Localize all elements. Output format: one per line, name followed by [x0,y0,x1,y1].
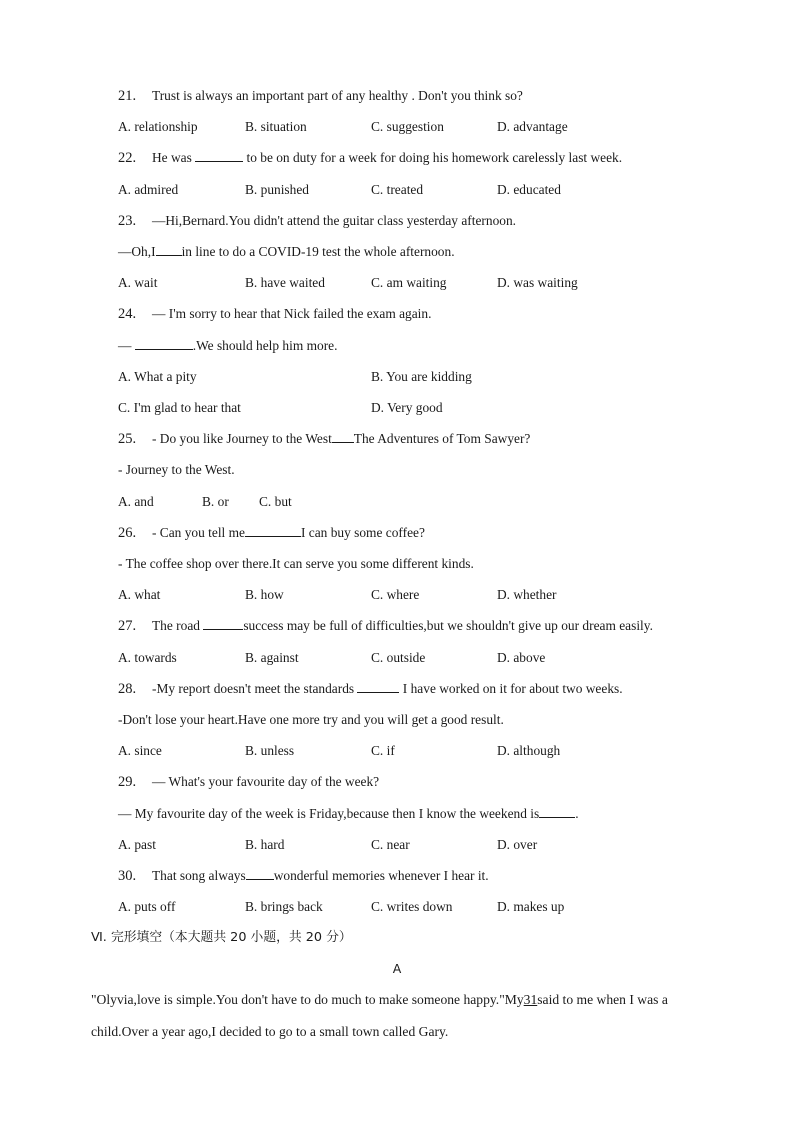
answer-blank [332,430,354,443]
passage-line-1 [91,991,668,1009]
reply-text-post: . [575,806,579,821]
option-d: D. whether [497,587,557,602]
option-d: D. over [497,837,538,852]
question-text-post: I can buy some coffee? [300,525,425,540]
option-b: B. situation [245,119,307,134]
question-number: 21. [118,88,137,104]
blank-number: 31 [523,992,538,1007]
answer-blank [135,337,193,350]
option-b: B. how [245,587,284,602]
reply-text-pre: —Oh,I [118,244,156,259]
passage-label: A [392,961,402,976]
option-b: B. You are kidding [371,369,472,384]
question-29-reply [118,805,579,823]
question-text: — I'm sorry to hear that Nick failed the exam again. [152,306,432,321]
question-number: 26. [118,525,137,541]
question-22-stem [118,149,622,167]
question-number: 24. [118,306,137,322]
option-d: D. advantage [497,119,568,134]
option-b: B. brings back [245,899,323,914]
question-text-pre: -My report doesn't meet the standards [152,681,358,696]
answer-blank [195,149,243,162]
option-b: B. hard [245,837,285,852]
question-number: 23. [118,213,137,229]
answer-blank [156,243,182,256]
question-28-reply: -Don't lose your heart.Have one more try and you will get a good result. [118,712,504,727]
question-24-stem [118,305,431,323]
option-d: D. was waiting [497,275,578,290]
question-number: 29. [118,774,137,790]
question-text-pre: The road [152,618,204,633]
question-text-pre: - Can you tell me [152,525,245,540]
option-c: C. am waiting [371,275,447,290]
option-c: C. treated [371,182,424,197]
option-c: C. I'm glad to hear that [118,400,241,415]
question-text-post: wonderful memories whenever I hear it. [273,868,489,883]
question-number: 28. [118,681,137,697]
answer-blank [245,524,301,537]
option-c: C. writes down [371,899,453,914]
question-28-stem [118,680,623,698]
reply-text-post: in line to do a COVID-19 test the whole afternoon. [181,244,455,259]
option-d: D. although [497,743,561,758]
question-21-stem [118,87,523,105]
option-b: B. punished [245,182,309,197]
question-number: 27. [118,618,137,634]
option-a: A. past [118,837,156,852]
question-25-stem [118,430,530,448]
passage-text-pre: "Olyvia,love is simple.You don't have to do much to make someone happy."My [91,992,524,1007]
option-d: D. Very good [371,400,443,415]
option-c: C. outside [371,650,426,665]
question-text: Trust is always an important part of any healthy . Don't you think so? [152,88,523,103]
question-23-reply [118,243,455,261]
option-c: C. suggestion [371,119,444,134]
question-27-stem [118,617,653,635]
option-a: A. and [118,494,154,509]
question-26-reply: - The coffee shop over there.It can serve you some different kinds. [118,556,474,571]
question-number: 22. [118,150,137,166]
option-c: C. where [371,587,420,602]
option-d: D. makes up [497,899,565,914]
option-b: B. have waited [245,275,325,290]
question-text-pre: He was [152,150,196,165]
question-29-stem [118,773,379,791]
reply-text-post: .We should help him more. [192,338,338,353]
reply-text-pre: — My favourite day of the week is Friday,because then I know the weekend is [118,806,540,821]
option-a: A. what [118,587,161,602]
answer-blank [357,680,399,693]
option-a: A. towards [118,650,177,665]
option-a: A. wait [118,275,158,290]
answer-blank [203,617,243,630]
answer-blank [246,867,274,880]
option-a: A. puts off [118,899,176,914]
option-c: C. if [371,743,395,758]
option-a: A. relationship [118,119,198,134]
option-b: B. or [202,494,229,509]
question-text-pre: That song always [152,868,246,883]
option-d: D. above [497,650,546,665]
question-26-stem [118,524,425,542]
answer-blank [539,805,575,818]
question-25-reply: - Journey to the West. [118,462,235,477]
question-23-stem [118,212,516,230]
question-text: —Hi,Bernard.You didn't attend the guitar class yesterday afternoon. [152,213,516,228]
question-text-post: The Adventures of Tom Sawyer? [353,431,531,446]
reply-text-pre: — [118,338,135,353]
option-d: D. educated [497,182,561,197]
option-c: C. near [371,837,410,852]
option-b: B. unless [245,743,295,758]
question-number: 25. [118,431,137,447]
question-24-reply [118,337,337,355]
question-30-stem [118,867,489,885]
question-text-post: success may be full of difficulties,but we shouldn't give up our dream easily. [243,618,653,633]
section-title: Ⅵ. 完形填空（本大题共 20 小题，共 20 分） [91,930,352,945]
question-number: 30. [118,868,137,884]
option-c: C. but [259,494,292,509]
question-text-post: I have worked on it for about two weeks. [399,681,623,696]
passage-text-post: said to me when I was a [537,992,668,1007]
option-a: A. What a pity [118,369,197,384]
question-text: — What's your favourite day of the week? [152,774,380,789]
question-text-post: to be on duty for a week for doing his homework carelessly last week. [243,150,623,165]
question-text-pre: - Do you like Journey to the West [152,431,332,446]
option-b: B. against [245,650,299,665]
option-a: A. since [118,743,162,758]
passage-line-2: child.Over a year ago,I decided to go to a small town called Gary. [91,1024,449,1039]
option-a: A. admired [118,182,179,197]
